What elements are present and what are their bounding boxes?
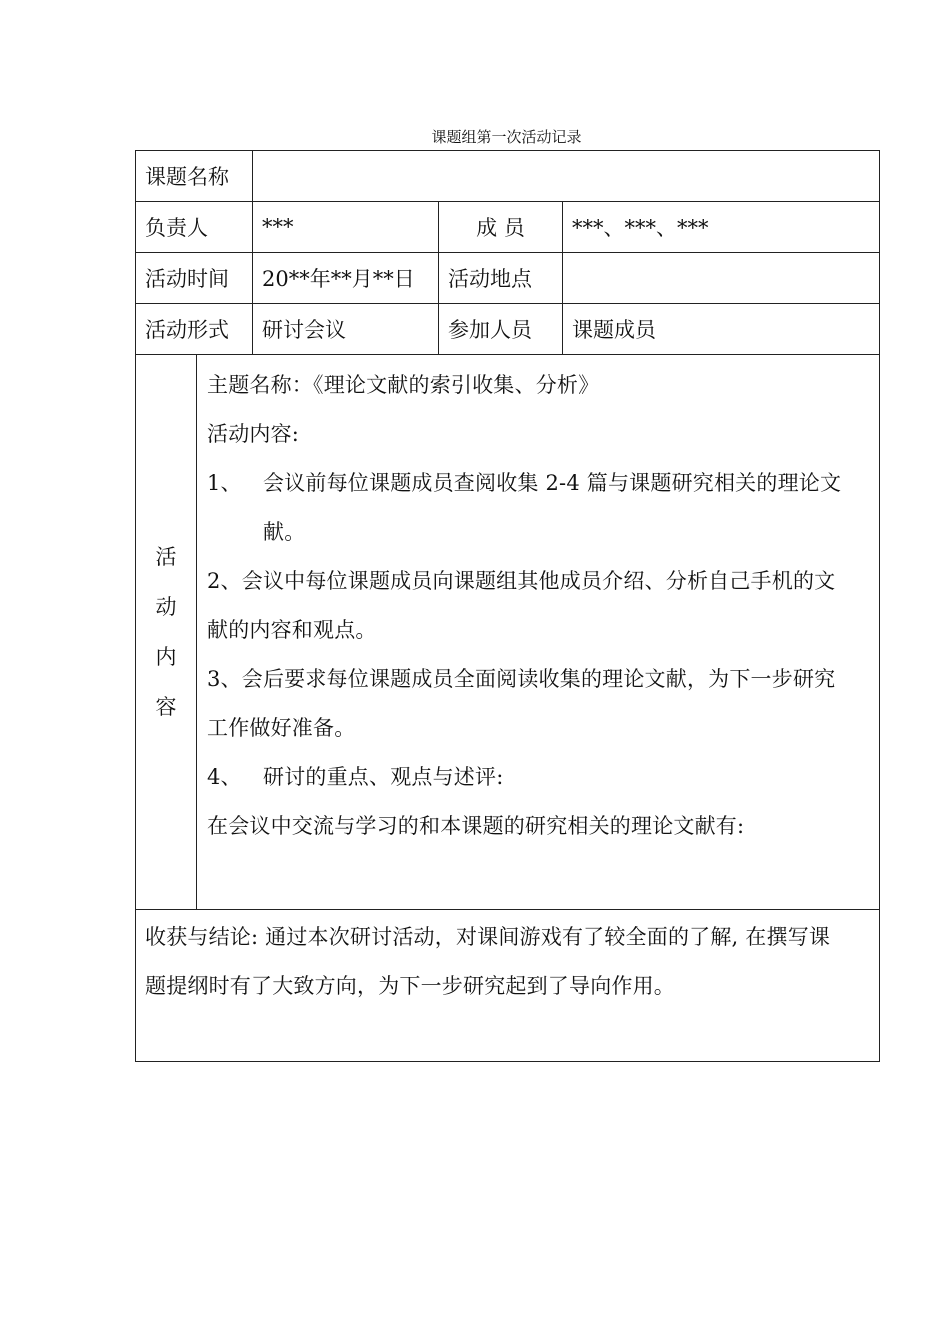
theme-line: 主题名称：《理论文献的索引收集、分析》 xyxy=(207,373,600,397)
participants-value[interactable]: 课题成员 xyxy=(563,304,880,355)
row-leader xyxy=(136,202,880,253)
place-value[interactable] xyxy=(563,253,880,304)
topic-value[interactable] xyxy=(253,151,880,202)
row-time xyxy=(136,253,880,304)
activity-side-label: 活动内容 xyxy=(155,545,177,719)
leader-label: 负责人 xyxy=(136,202,253,253)
activity-side-label-cell xyxy=(136,355,197,910)
time-label: 活动时间 xyxy=(136,253,253,304)
form-label: 活动形式 xyxy=(136,304,253,355)
item-4-number: 4、 xyxy=(207,765,242,789)
content-heading: 活动内容: xyxy=(207,422,300,446)
row-form xyxy=(136,304,880,355)
members-value[interactable]: ***、***、*** xyxy=(563,202,880,253)
form-value[interactable]: 研讨会议 xyxy=(253,304,439,355)
topic-label: 课题名称 xyxy=(136,151,253,202)
item-4 xyxy=(207,753,871,802)
time-value[interactable]: 20**年**月**日 xyxy=(253,253,439,304)
leader-value[interactable]: *** xyxy=(253,202,439,253)
item-1-text: 会议前每位课题成员查阅收集 2-4 篇与课题研究相关的理论文 xyxy=(263,471,842,495)
row-result xyxy=(136,910,880,1062)
activity-content-cell[interactable] xyxy=(197,355,880,910)
document-title: 课题组第一次活动记录 xyxy=(431,128,582,146)
result-line-1: 收获与结论: 通过本次研讨活动，对课间游戏有了较全面的了解, 在撰写课 xyxy=(145,925,831,949)
item-2-continued: 献的内容和观点。 xyxy=(207,618,377,642)
item-1 xyxy=(207,459,871,508)
item-2: 2、会议中每位课题成员向课题组其他成员介绍、分析自己手机的文 xyxy=(207,569,836,593)
members-label: 成 员 xyxy=(439,202,563,253)
participants-label: 参加人员 xyxy=(439,304,563,355)
activity-record-table xyxy=(135,150,880,1062)
result-line-2: 题提纲时有了大致方向，为下一步研究起到了导向作用。 xyxy=(145,974,675,998)
item-1-number: 1、 xyxy=(207,471,242,495)
item-3: 3、会后要求每位课题成员全面阅读收集的理论文献，为下一步研究 xyxy=(207,667,836,691)
result-cell[interactable] xyxy=(136,910,880,1062)
row-activity-content xyxy=(136,355,880,910)
closing-line: 在会议中交流与学习的和本课题的研究相关的理论文献有: xyxy=(207,814,745,838)
item-1-continued: 献。 xyxy=(263,520,306,544)
item-3-continued: 工作做好准备。 xyxy=(207,716,356,740)
row-topic xyxy=(136,151,880,202)
place-label: 活动地点 xyxy=(439,253,563,304)
item-4-text: 研讨的重点、观点与述评: xyxy=(263,765,504,789)
